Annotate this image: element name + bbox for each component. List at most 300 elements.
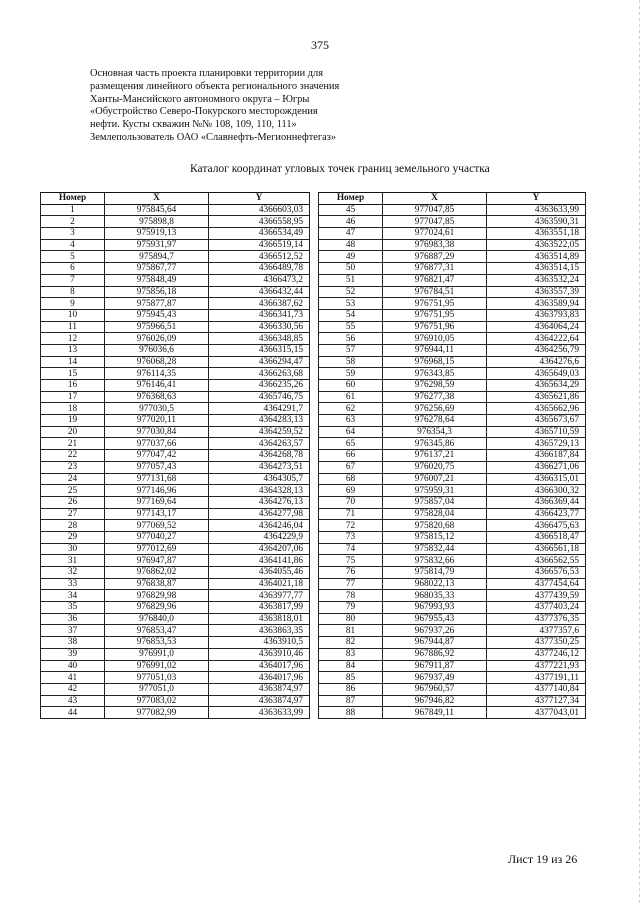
x-coordinate-cell: 975815,12 <box>383 531 487 543</box>
point-number-cell: 29 <box>41 531 105 543</box>
point-number-cell: 43 <box>41 695 105 707</box>
point-number-cell: 13 <box>41 344 105 356</box>
x-coordinate-cell: 976146,41 <box>105 380 209 392</box>
x-coordinate-cell: 975832,66 <box>383 555 487 567</box>
x-coordinate-cell: 976277,38 <box>383 391 487 403</box>
table-row <box>319 274 586 286</box>
y-coordinate-cell: 4364263,57 <box>209 438 310 450</box>
y-coordinate-cell: 4366263,68 <box>209 368 310 380</box>
table-row <box>319 368 586 380</box>
x-coordinate-cell: 975959,31 <box>383 485 487 497</box>
y-coordinate-cell: 4366561,18 <box>487 543 586 555</box>
header-line: размещения линейного объекта регионального значения <box>90 80 340 92</box>
x-coordinate-cell: 975848,49 <box>105 274 209 286</box>
table-row <box>319 473 586 485</box>
point-number-cell: 20 <box>41 426 105 438</box>
table-header-row <box>41 193 310 205</box>
point-number-cell: 87 <box>319 695 383 707</box>
point-number-cell: 49 <box>319 251 383 263</box>
y-coordinate-cell: 4364246,04 <box>209 520 310 532</box>
point-number-cell: 71 <box>319 508 383 520</box>
y-coordinate-cell: 4366518,47 <box>487 531 586 543</box>
y-coordinate-cell: 4366294,47 <box>209 356 310 368</box>
y-coordinate-cell: 4366387,62 <box>209 298 310 310</box>
x-coordinate-cell: 976026,09 <box>105 333 209 345</box>
y-coordinate-cell: 4366300,32 <box>487 485 586 497</box>
point-number-cell: 30 <box>41 543 105 555</box>
y-coordinate-cell: 4364276,6 <box>487 356 586 368</box>
table-row <box>41 695 310 707</box>
y-coordinate-cell: 4366519,14 <box>209 239 310 251</box>
table-row <box>41 590 310 602</box>
column-header-number: Номер <box>41 193 105 205</box>
point-number-cell: 75 <box>319 555 383 567</box>
x-coordinate-cell: 977030,84 <box>105 426 209 438</box>
x-coordinate-cell: 977030,5 <box>105 403 209 415</box>
table-row <box>319 286 586 298</box>
table-row <box>319 531 586 543</box>
x-coordinate-cell: 977012,69 <box>105 543 209 555</box>
table-row <box>41 204 310 216</box>
table-row <box>319 637 586 649</box>
point-number-cell: 65 <box>319 438 383 450</box>
x-coordinate-cell: 977057,43 <box>105 461 209 473</box>
table-row <box>41 415 310 427</box>
x-coordinate-cell: 967993,93 <box>383 602 487 614</box>
y-coordinate-cell: 4366489,78 <box>209 263 310 275</box>
table-row <box>41 683 310 695</box>
coordinates-table-left <box>40 192 310 719</box>
table-row <box>41 672 310 684</box>
y-coordinate-cell: 4364222,64 <box>487 333 586 345</box>
x-coordinate-cell: 976020,75 <box>383 461 487 473</box>
y-coordinate-cell: 4377127,34 <box>487 695 586 707</box>
x-coordinate-cell: 975966,51 <box>105 321 209 333</box>
table-row <box>319 216 586 228</box>
point-number-cell: 10 <box>41 309 105 321</box>
table-row <box>41 251 310 263</box>
point-number-cell: 79 <box>319 602 383 614</box>
y-coordinate-cell: 4364268,78 <box>209 450 310 462</box>
point-number-cell: 51 <box>319 274 383 286</box>
table-row <box>319 450 586 462</box>
table-row <box>319 496 586 508</box>
point-number-cell: 34 <box>41 590 105 602</box>
header-line: Ханты-Мансийского автономного округа – Югры <box>90 93 310 105</box>
y-coordinate-cell: 4365662,96 <box>487 403 586 415</box>
x-coordinate-cell: 977051,03 <box>105 672 209 684</box>
point-number-cell: 47 <box>319 228 383 240</box>
y-coordinate-cell: 4365649,03 <box>487 368 586 380</box>
table-row <box>41 555 310 567</box>
y-coordinate-cell: 4363874,97 <box>209 695 310 707</box>
table-row <box>41 578 310 590</box>
point-number-cell: 74 <box>319 543 383 555</box>
x-coordinate-cell: 976278,64 <box>383 415 487 427</box>
y-coordinate-cell: 4366271,06 <box>487 461 586 473</box>
x-coordinate-cell: 975898,8 <box>105 216 209 228</box>
point-number-cell: 60 <box>319 380 383 392</box>
table-row <box>319 438 586 450</box>
coordinates-table-right <box>318 192 586 719</box>
point-number-cell: 82 <box>319 637 383 649</box>
point-number-cell: 48 <box>319 239 383 251</box>
x-coordinate-cell: 977047,42 <box>105 450 209 462</box>
table-row <box>41 263 310 275</box>
point-number-cell: 41 <box>41 672 105 684</box>
table-row <box>41 508 310 520</box>
y-coordinate-cell: 4377246,12 <box>487 648 586 660</box>
column-header-x: X <box>383 193 487 205</box>
x-coordinate-cell: 977024,61 <box>383 228 487 240</box>
table-row <box>41 637 310 649</box>
point-number-cell: 63 <box>319 415 383 427</box>
column-header-x: X <box>105 193 209 205</box>
x-coordinate-cell: 976036,6 <box>105 344 209 356</box>
x-coordinate-cell: 975845,64 <box>105 204 209 216</box>
table-row <box>319 508 586 520</box>
x-coordinate-cell: 976007,21 <box>383 473 487 485</box>
x-coordinate-cell: 976910,05 <box>383 333 487 345</box>
y-coordinate-cell: 4364229,9 <box>209 531 310 543</box>
table-row <box>41 321 310 333</box>
x-coordinate-cell: 977131,68 <box>105 473 209 485</box>
point-number-cell: 18 <box>41 403 105 415</box>
y-coordinate-cell: 4363557,39 <box>487 286 586 298</box>
table-row <box>319 567 586 579</box>
point-number-cell: 76 <box>319 567 383 579</box>
point-number-cell: 27 <box>41 508 105 520</box>
point-number-cell: 50 <box>319 263 383 275</box>
point-number-cell: 59 <box>319 368 383 380</box>
x-coordinate-cell: 976068,28 <box>105 356 209 368</box>
point-number-cell: 69 <box>319 485 383 497</box>
point-number-cell: 1 <box>41 204 105 216</box>
page-number: 375 <box>311 38 329 52</box>
x-coordinate-cell: 975945,43 <box>105 309 209 321</box>
x-coordinate-cell: 967911,87 <box>383 660 487 672</box>
y-coordinate-cell: 4377191,11 <box>487 672 586 684</box>
table-row <box>41 473 310 485</box>
x-coordinate-cell: 976829,96 <box>105 602 209 614</box>
y-coordinate-cell: 4363633,99 <box>487 204 586 216</box>
x-coordinate-cell: 975857,04 <box>383 496 487 508</box>
table-row <box>41 228 310 240</box>
y-coordinate-cell: 4366348,85 <box>209 333 310 345</box>
table-row <box>41 660 310 672</box>
table-row <box>319 707 586 719</box>
x-coordinate-cell: 976947,87 <box>105 555 209 567</box>
point-number-cell: 58 <box>319 356 383 368</box>
y-coordinate-cell: 4363522,05 <box>487 239 586 251</box>
y-coordinate-cell: 4364055,46 <box>209 567 310 579</box>
table-row <box>41 403 310 415</box>
table-row <box>41 625 310 637</box>
y-coordinate-cell: 4363874,97 <box>209 683 310 695</box>
table-row <box>319 555 586 567</box>
x-coordinate-cell: 976853,53 <box>105 637 209 649</box>
x-coordinate-cell: 976343,85 <box>383 368 487 380</box>
table-row <box>319 578 586 590</box>
table-row <box>41 274 310 286</box>
y-coordinate-cell: 4363514,15 <box>487 263 586 275</box>
point-number-cell: 67 <box>319 461 383 473</box>
y-coordinate-cell: 4366369,44 <box>487 496 586 508</box>
point-number-cell: 70 <box>319 496 383 508</box>
table-row <box>41 239 310 251</box>
point-number-cell: 81 <box>319 625 383 637</box>
y-coordinate-cell: 4366187,84 <box>487 450 586 462</box>
y-coordinate-cell: 4377043,01 <box>487 707 586 719</box>
y-coordinate-cell: 4377140,84 <box>487 683 586 695</box>
table-row <box>319 695 586 707</box>
y-coordinate-cell: 4366341,73 <box>209 309 310 321</box>
point-number-cell: 83 <box>319 648 383 660</box>
table-row <box>41 602 310 614</box>
x-coordinate-cell: 975877,87 <box>105 298 209 310</box>
y-coordinate-cell: 4377439,59 <box>487 590 586 602</box>
point-number-cell: 38 <box>41 637 105 649</box>
point-number-cell: 4 <box>41 239 105 251</box>
table-row <box>319 204 586 216</box>
table-row <box>319 251 586 263</box>
table-row <box>319 485 586 497</box>
y-coordinate-cell: 4377403,24 <box>487 602 586 614</box>
y-coordinate-cell: 4364291,7 <box>209 403 310 415</box>
point-number-cell: 80 <box>319 613 383 625</box>
point-number-cell: 56 <box>319 333 383 345</box>
y-coordinate-cell: 4366512,52 <box>209 251 310 263</box>
table-row <box>319 344 586 356</box>
y-coordinate-cell: 4377350,25 <box>487 637 586 649</box>
point-number-cell: 88 <box>319 707 383 719</box>
y-coordinate-cell: 4366558,95 <box>209 216 310 228</box>
table-row <box>41 309 310 321</box>
x-coordinate-cell: 976840,0 <box>105 613 209 625</box>
x-coordinate-cell: 976345,86 <box>383 438 487 450</box>
x-coordinate-cell: 976829,98 <box>105 590 209 602</box>
x-coordinate-cell: 977047,85 <box>383 204 487 216</box>
sheet-footer: Лист 19 из 26 <box>508 852 578 866</box>
x-coordinate-cell: 975919,13 <box>105 228 209 240</box>
point-number-cell: 7 <box>41 274 105 286</box>
table-row <box>41 567 310 579</box>
point-number-cell: 72 <box>319 520 383 532</box>
point-number-cell: 36 <box>41 613 105 625</box>
y-coordinate-cell: 4377376,35 <box>487 613 586 625</box>
table-row <box>319 380 586 392</box>
x-coordinate-cell: 977020,11 <box>105 415 209 427</box>
y-coordinate-cell: 4366432,44 <box>209 286 310 298</box>
y-coordinate-cell: 4365621,86 <box>487 391 586 403</box>
point-number-cell: 3 <box>41 228 105 240</box>
y-coordinate-cell: 4363977,77 <box>209 590 310 602</box>
point-number-cell: 44 <box>41 707 105 719</box>
point-number-cell: 21 <box>41 438 105 450</box>
x-coordinate-cell: 976838,87 <box>105 578 209 590</box>
table-row <box>41 391 310 403</box>
table-row <box>319 602 586 614</box>
point-number-cell: 45 <box>319 204 383 216</box>
table-row <box>41 333 310 345</box>
table-row <box>319 415 586 427</box>
x-coordinate-cell: 977143,17 <box>105 508 209 520</box>
table-row <box>41 286 310 298</box>
point-number-cell: 8 <box>41 286 105 298</box>
point-number-cell: 9 <box>41 298 105 310</box>
point-number-cell: 32 <box>41 567 105 579</box>
point-number-cell: 28 <box>41 520 105 532</box>
x-coordinate-cell: 967937,49 <box>383 672 487 684</box>
x-coordinate-cell: 975856,18 <box>105 286 209 298</box>
y-coordinate-cell: 4363532,24 <box>487 274 586 286</box>
x-coordinate-cell: 977082,99 <box>105 707 209 719</box>
y-coordinate-cell: 4366315,15 <box>209 344 310 356</box>
y-coordinate-cell: 4363793,83 <box>487 309 586 321</box>
table-row <box>41 356 310 368</box>
table-row <box>319 403 586 415</box>
point-number-cell: 12 <box>41 333 105 345</box>
x-coordinate-cell: 976944,11 <box>383 344 487 356</box>
table-row <box>41 380 310 392</box>
point-number-cell: 52 <box>319 286 383 298</box>
y-coordinate-cell: 4363514,89 <box>487 251 586 263</box>
table-row <box>319 391 586 403</box>
x-coordinate-cell: 968035,33 <box>383 590 487 602</box>
y-coordinate-cell: 4364328,13 <box>209 485 310 497</box>
table-row <box>41 707 310 719</box>
table-row <box>319 461 586 473</box>
table-row <box>41 543 310 555</box>
x-coordinate-cell: 976751,96 <box>383 321 487 333</box>
point-number-cell: 2 <box>41 216 105 228</box>
point-number-cell: 46 <box>319 216 383 228</box>
y-coordinate-cell: 4364276,13 <box>209 496 310 508</box>
project-header <box>90 68 510 145</box>
y-coordinate-cell: 4366576,53 <box>487 567 586 579</box>
x-coordinate-cell: 975828,04 <box>383 508 487 520</box>
y-coordinate-cell: 4363910,46 <box>209 648 310 660</box>
point-number-cell: 5 <box>41 251 105 263</box>
y-coordinate-cell: 4364273,51 <box>209 461 310 473</box>
column-header-y: Y <box>487 193 586 205</box>
table-row <box>319 228 586 240</box>
x-coordinate-cell: 976368,63 <box>105 391 209 403</box>
point-number-cell: 23 <box>41 461 105 473</box>
table-row <box>41 485 310 497</box>
x-coordinate-cell: 967955,43 <box>383 613 487 625</box>
y-coordinate-cell: 4363910,5 <box>209 637 310 649</box>
table-row <box>41 531 310 543</box>
y-coordinate-cell: 4366423,77 <box>487 508 586 520</box>
y-coordinate-cell: 4364283,13 <box>209 415 310 427</box>
y-coordinate-cell: 4363863,35 <box>209 625 310 637</box>
x-coordinate-cell: 975820,68 <box>383 520 487 532</box>
point-number-cell: 61 <box>319 391 383 403</box>
y-coordinate-cell: 4364017,96 <box>209 660 310 672</box>
table-row <box>319 356 586 368</box>
x-coordinate-cell: 975931,97 <box>105 239 209 251</box>
x-coordinate-cell: 967944,87 <box>383 637 487 649</box>
table-row <box>41 344 310 356</box>
y-coordinate-cell: 4364207,06 <box>209 543 310 555</box>
table-row <box>319 520 586 532</box>
x-coordinate-cell: 976751,95 <box>383 309 487 321</box>
x-coordinate-cell: 976983,38 <box>383 239 487 251</box>
table-row <box>41 368 310 380</box>
table-row <box>319 660 586 672</box>
x-coordinate-cell: 977040,27 <box>105 531 209 543</box>
x-coordinate-cell: 976137,21 <box>383 450 487 462</box>
point-number-cell: 66 <box>319 450 383 462</box>
x-coordinate-cell: 967946,82 <box>383 695 487 707</box>
x-coordinate-cell: 967849,11 <box>383 707 487 719</box>
x-coordinate-cell: 975814,79 <box>383 567 487 579</box>
table-row <box>41 216 310 228</box>
point-number-cell: 35 <box>41 602 105 614</box>
point-number-cell: 15 <box>41 368 105 380</box>
point-number-cell: 64 <box>319 426 383 438</box>
x-coordinate-cell: 977169,64 <box>105 496 209 508</box>
y-coordinate-cell: 4365710,59 <box>487 426 586 438</box>
table-row <box>319 309 586 321</box>
point-number-cell: 31 <box>41 555 105 567</box>
table-row <box>41 613 310 625</box>
x-coordinate-cell: 976256,69 <box>383 403 487 415</box>
x-coordinate-cell: 977051,0 <box>105 683 209 695</box>
y-coordinate-cell: 4364305,7 <box>209 473 310 485</box>
point-number-cell: 22 <box>41 450 105 462</box>
coordinates-body-right <box>319 204 586 718</box>
point-number-cell: 11 <box>41 321 105 333</box>
x-coordinate-cell: 977037,66 <box>105 438 209 450</box>
y-coordinate-cell: 4364259,52 <box>209 426 310 438</box>
x-coordinate-cell: 977083,02 <box>105 695 209 707</box>
x-coordinate-cell: 976862,02 <box>105 567 209 579</box>
y-coordinate-cell: 4363633,99 <box>209 707 310 719</box>
point-number-cell: 33 <box>41 578 105 590</box>
table-row <box>319 543 586 555</box>
y-coordinate-cell: 4365746,75 <box>209 391 310 403</box>
y-coordinate-cell: 4364256,79 <box>487 344 586 356</box>
point-number-cell: 6 <box>41 263 105 275</box>
x-coordinate-cell: 976877,31 <box>383 263 487 275</box>
header-line: Землепользователь ОАО «Славнефть-Мегионнефтегаз» <box>90 131 337 143</box>
header-line: нефти. Кусты скважин №№ 108, 109, 110, 111» <box>90 119 297 131</box>
y-coordinate-cell: 4366315,01 <box>487 473 586 485</box>
table-row <box>41 496 310 508</box>
x-coordinate-cell: 975894,7 <box>105 251 209 263</box>
point-number-cell: 14 <box>41 356 105 368</box>
table-row <box>41 450 310 462</box>
x-coordinate-cell: 976853,47 <box>105 625 209 637</box>
point-number-cell: 26 <box>41 496 105 508</box>
point-number-cell: 84 <box>319 660 383 672</box>
point-number-cell: 24 <box>41 473 105 485</box>
point-number-cell: 62 <box>319 403 383 415</box>
x-coordinate-cell: 977146,96 <box>105 485 209 497</box>
x-coordinate-cell: 976751,95 <box>383 298 487 310</box>
table-row <box>319 625 586 637</box>
x-coordinate-cell: 977047,85 <box>383 216 487 228</box>
catalog-title: Каталог координат угловых точек границ земельного участка <box>190 163 490 175</box>
x-coordinate-cell: 976821,47 <box>383 274 487 286</box>
x-coordinate-cell: 976991,02 <box>105 660 209 672</box>
point-number-cell: 68 <box>319 473 383 485</box>
x-coordinate-cell: 976784,51 <box>383 286 487 298</box>
table-row <box>41 426 310 438</box>
table-row <box>41 438 310 450</box>
